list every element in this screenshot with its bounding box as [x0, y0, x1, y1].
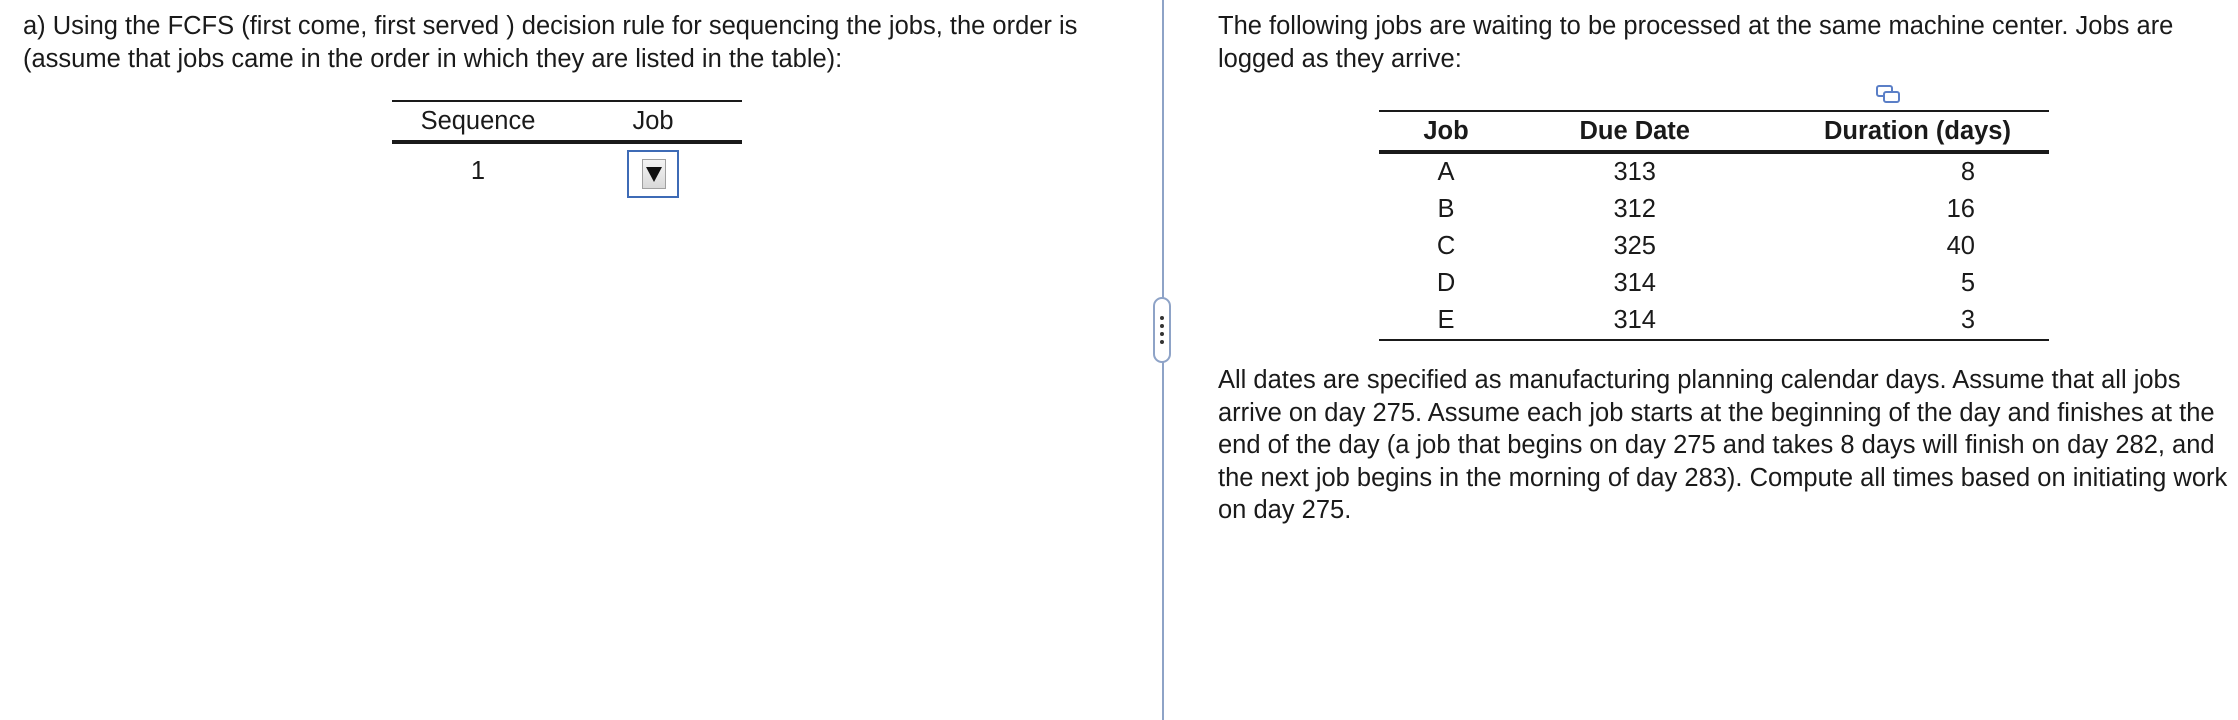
table-row	[392, 142, 742, 205]
jobs-table	[1379, 110, 2049, 341]
duration-column-header: Duration (days)	[1756, 111, 2049, 152]
copy-icon[interactable]	[1876, 84, 1900, 104]
job-cell: E	[1379, 302, 1513, 340]
assumptions-text: All dates are specified as manufacturing planning calendar days. Assume that all jobs arrive on day 275. Assume each job starts at the beginning of the day and finishes at the end of the day (a job that begins on day 275 and takes 8 days will finish on day 282, and the next job begins in the morning of day 283). Compute all times based on initiating work on day 275.	[1218, 366, 2228, 524]
job-column-header: Job	[1379, 111, 1513, 152]
table-row	[1379, 302, 2049, 340]
question-text: a) Using the FCFS (first come, first served ) decision rule for sequencing the jobs, the order is (assume that jobs came in the order in which they are listed in the table):	[23, 12, 1078, 73]
sequence-table-header	[392, 101, 742, 142]
due-date-cell: 314	[1513, 302, 1756, 340]
drag-handle-icon[interactable]	[1153, 297, 1171, 363]
chevron-down-icon[interactable]	[642, 159, 666, 189]
duration-cell: 5	[1960, 269, 1975, 297]
job-cell: B	[1437, 195, 1455, 223]
handle-dot	[1160, 316, 1164, 320]
sequence-cell	[392, 142, 564, 205]
handle-dot	[1160, 324, 1164, 328]
job-cell: C	[1436, 232, 1456, 260]
sequence-table	[392, 100, 742, 205]
info-pane	[1170, 0, 2238, 720]
job-cell: D	[1436, 269, 1456, 297]
job-select-cell	[564, 142, 742, 205]
sequence-header: Sequence	[392, 101, 564, 142]
due-date-cell: 325	[1613, 232, 1656, 260]
handle-dot	[1160, 332, 1164, 336]
due-date-cell: 314	[1613, 269, 1656, 297]
table-row	[1379, 152, 2049, 191]
table-row	[1379, 228, 2049, 265]
duration-cell: 16	[1946, 195, 1975, 223]
table-row	[1379, 265, 2049, 302]
due-date-cell: 313	[1613, 158, 1656, 186]
duration-cell: 40	[1946, 232, 1975, 260]
job-select-dropdown[interactable]	[627, 150, 679, 198]
intro-text: The following jobs are waiting to be processed at the same machine center. Jobs are logged as they arrive:	[1218, 12, 2174, 73]
duration-cell: 3	[1756, 302, 2049, 340]
due-date-column-header: Due Date	[1513, 111, 1756, 152]
due-date-cell: 312	[1613, 195, 1656, 223]
sequence-number: 1	[470, 157, 486, 185]
job-header: Job	[564, 101, 742, 142]
job-cell: A	[1437, 158, 1455, 186]
duration-cell: 8	[1960, 158, 1975, 186]
jobs-table-header	[1379, 111, 2049, 152]
handle-dot	[1160, 340, 1164, 344]
table-row	[1379, 191, 2049, 228]
